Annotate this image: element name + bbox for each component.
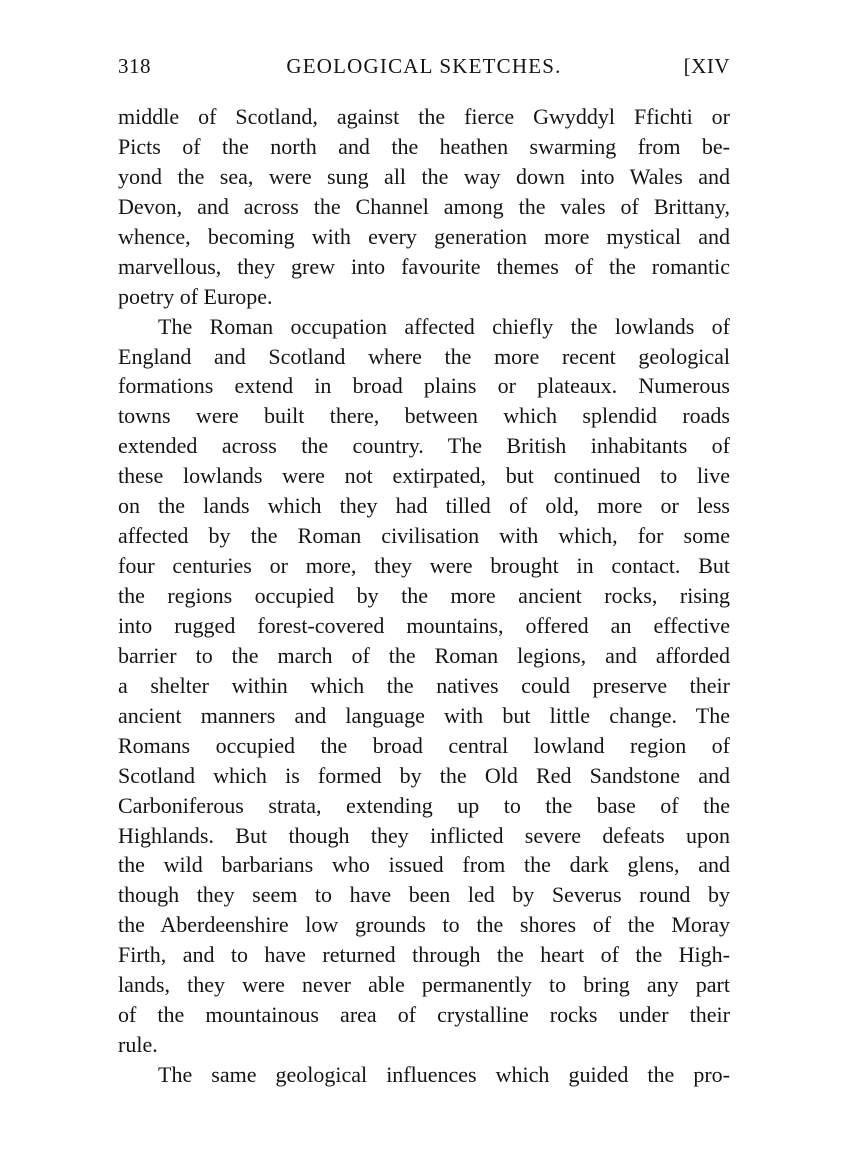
text-line: barrier to the march of the Roman legions, and afforded	[118, 642, 730, 668]
text-line: Romans occupied the broad central lowland region of	[118, 732, 730, 758]
text-line: the wild barbarians who issued from the dark glens, and	[118, 852, 730, 878]
text-line: the regions occupied by the more ancient rocks, rising	[118, 583, 730, 608]
text-line: a shelter within which the natives could preserve their	[118, 672, 730, 698]
text-line: the Aberdeenshire low grounds to the shores of the Moray	[118, 912, 730, 938]
text-line: rule.	[118, 1032, 158, 1058]
text-line: Scotland which is formed by the Old Red Sandstone and	[118, 762, 730, 788]
text-line: Carboniferous strata, extending up to the base of the	[118, 792, 730, 818]
text-line: whence, becoming with every generation more mystical and	[118, 223, 730, 249]
text-line: marvellous, they grew into favourite themes of the romantic	[118, 253, 730, 279]
page-header	[118, 54, 730, 88]
text-line: into rugged forest-covered mountains, offered an effective	[118, 612, 730, 638]
text-line: The same geological influences which guided the pro-	[158, 1062, 730, 1087]
text-line: ancient manners and language with but little change. The	[118, 702, 730, 728]
running-title: GEOLOGICAL SKETCHES.	[286, 54, 562, 78]
text-line: formations extend in broad plains or plateaux. Numerous	[118, 373, 730, 399]
text-line: yond the sea, were sung all the way down into Wales and	[118, 163, 730, 189]
text-line: these lowlands were not extirpated, but continued to live	[118, 463, 730, 489]
text-line: England and Scotland where the more recent geological	[118, 343, 730, 369]
text-line: Firth, and to have returned through the heart of the High-	[118, 942, 730, 968]
text-line: poetry of Europe.	[118, 283, 273, 309]
page-number: 318	[118, 54, 151, 78]
text-line: Picts of the north and the heathen swarming from be-	[118, 133, 730, 159]
text-line: four centuries or more, they were brought in contact. But	[118, 553, 730, 579]
text-line: of the mountainous area of crystalline rocks under their	[118, 1002, 730, 1028]
text-line: Devon, and across the Channel among the vales of Brittany,	[118, 193, 730, 219]
text-line: The Roman occupation affected chiefly the lowlands of	[158, 313, 730, 339]
text-line: middle of Scotland, against the fierce Gwyddyl Ffichti or	[118, 104, 730, 129]
text-line: though they seem to have been led by Severus round by	[118, 882, 730, 908]
body-text	[118, 102, 730, 1090]
text-line: Highlands. But though they inflicted severe defeats upon	[118, 822, 730, 848]
text-line: lands, they were never able permanently to bring any part	[118, 972, 730, 998]
text-line: extended across the country. The British inhabitants of	[118, 433, 730, 459]
text-line: affected by the Roman civilisation with which, for some	[118, 523, 730, 549]
text-line: towns were built there, between which splendid roads	[118, 403, 730, 429]
chapter-marker: [XIV	[683, 54, 730, 78]
text-line: on the lands which they had tilled of old, more or less	[118, 493, 730, 519]
